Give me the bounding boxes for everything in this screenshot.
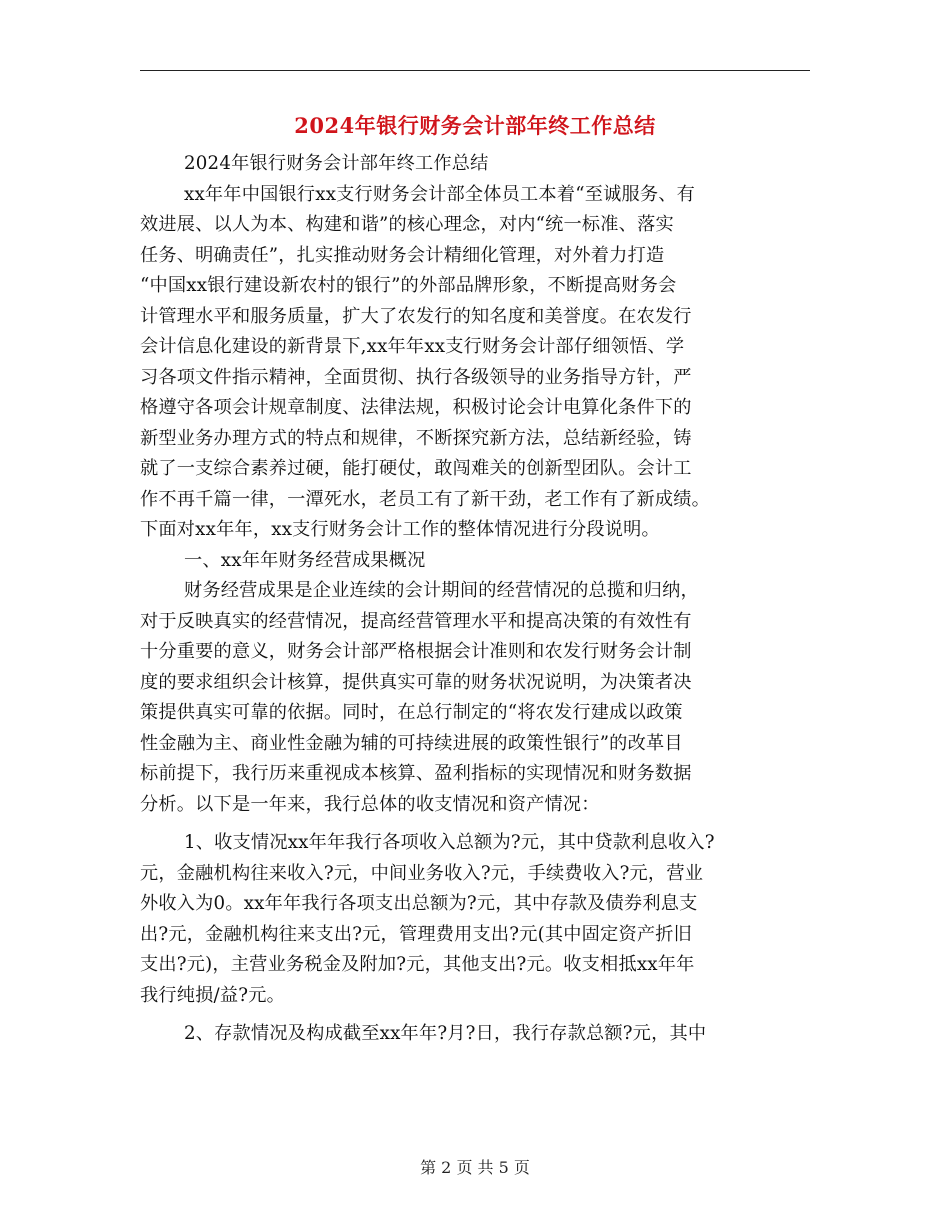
text-line: 2、存款情况及构成截至xx年年?月?日，我行存款总额?元，其中 (184, 1023, 707, 1044)
text-line: 财务经营成果是企业连续的会计期间的经营情况的总揽和归纳， (184, 580, 699, 601)
text-line: 格遵守各项会计规章制度、法律法规，积极讨论会计电算化条件下的 (140, 397, 692, 418)
text-line: 性金融为主、商业性金融为辅的可持续进展的政策性银行”的改革目 (140, 732, 683, 754)
text-line: 2024年银行财务会计部年终工作总结 (184, 153, 489, 174)
text-line: 分析。以下是一年来，我行总体的收支情况和资产情况： (140, 793, 600, 815)
text-line: 就了一支综合素养过硬，能打硬仗，敢闯难关的创新型团队。会计工 (140, 458, 692, 479)
text-line: 元，金融机构往来收入?元，中间业务收入?元，手续费收入?元，营业 (140, 862, 704, 884)
text-line: 我行纯损/益?元。 (140, 984, 285, 1006)
text-line: 十分重要的意义，财务会计部严格根据会计准则和农发行财务会计制 (140, 641, 692, 662)
text-line: 作不再千篇一律，一潭死水，老员工有了新干劲，老工作有了新成绩。 (140, 488, 711, 510)
text-line: 支出?元)，主营业务税金及附加?元，其他支出?元。收支相抵xx年年 (140, 954, 695, 975)
text-line: “中国xx银行建设新农村的银行”的外部品牌形象，不断提高财务会 (140, 275, 677, 296)
text-line: 出?元，金融机构往来支出?元，管理费用支出?元(其中固定资产折旧 (140, 923, 692, 945)
document-body (140, 149, 810, 1050)
text-line: 1、收支情况xx年年我行各项收入总额为?元，其中贷款利息收入? (184, 832, 715, 853)
header-rule (140, 70, 810, 71)
text-line: 新型业务办理方式的特点和规律，不断探究新方法，总结新经验，铸 (140, 427, 692, 449)
text-line: 任务、明确责任”，扎实推动财务会计精细化管理，对外着力打造 (140, 244, 665, 266)
text-line: 会计信息化建设的新背景下,xx年年xx支行财务会计部仔细领悟、学 (140, 336, 685, 357)
text-line: 度的要求组织会计核算，提供真实可靠的财务状况说明，为决策者决 (140, 671, 692, 693)
document-title: 2024年银行财务会计部年终工作总结 (294, 113, 656, 138)
text-line: 下面对xx年年，xx支行财务会计工作的整体情况进行分段说明。 (140, 519, 660, 540)
text-line: 习各项文件指示精神，全面贯彻、执行各级领导的业务指导方针，严 (140, 366, 692, 388)
text-line: 对于反映真实的经营情况，提高经营管理水平和提高决策的有效性有 (140, 610, 692, 632)
text-line: 外收入为0。xx年年我行各项支出总额为?元，其中存款及债券利息支 (140, 893, 698, 914)
text-line: 计管理水平和服务质量，扩大了农发行的知名度和美誉度。在农发行 (140, 305, 692, 327)
text-line: 一、xx年年财务经营成果概况 (184, 549, 426, 571)
text-line: xx年年中国银行xx支行财务会计部全体员工本着“至诚服务、有 (184, 183, 696, 205)
text-line: 效进展、以人为本、构建和谐”的核心理念，对内“统一标准、落实 (140, 214, 674, 235)
page-footer: 第 2 页 共 5 页 (420, 1158, 530, 1177)
text-line: 标前提下，我行历来重视成本核算、盈利指标的实现情况和财务数据 (140, 763, 692, 784)
text-line: 策提供真实可靠的依据。同时，在总行制定的“将农发行建成以政策 (140, 702, 683, 723)
